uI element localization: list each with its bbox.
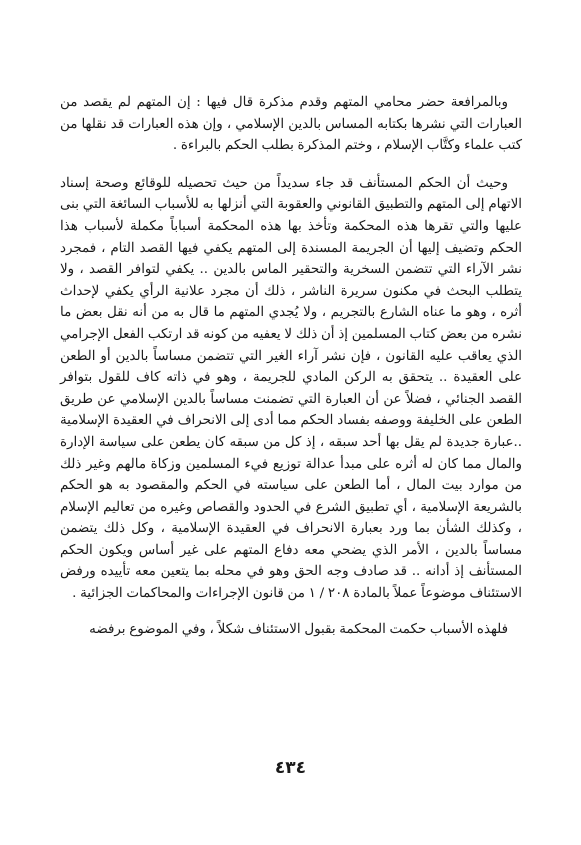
page-number: ٤٣٤	[274, 758, 307, 778]
document-body	[60, 92, 522, 640]
paragraph-defense-memo: وبالمرافعة حضر محامي المتهم وقدم مذكرة قال فيها : إن المتهم لم يقصد من العبارات التي نشرها بكتابه المساس بالدين الإسلامي ، وإن هذه العبارات قد نقلها من كتب علماء وكتَّاب الإسلام ، وختم المذكرة بطلب الحكم بالبراءة .	[60, 95, 522, 154]
paragraph-verdict: فلهذه الأسباب حكمت المحكمة بقبول الاستئناف شكلاً ، وفي الموضوع برفضه	[89, 621, 508, 637]
paragraph-court-reasoning: وحيث أن الحكم المستأنف قد جاء سديداً من حيث تحصيله للوقائع وصحة إسناد الاتهام إلى المتهم والتطبيق القانوني والعقوبة التي أنزلها به للأسباب السائغة التي بنى عليها والتي تقرها هذه المحكمة وتأخذ بها هذه المحكمة أسباباً مكملة لأسباب هذا الحكم وتضيف إليها أن الجريمة المسندة إلى المتهم يكفي فيها القصد التام ، فمجرد نشر الآراء التي تتضمن السخرية والتحقير الماس بالدين .. يكفي لتوافر القصد ، ولا يتطلب البحث في مكنون سريرة الناشر ، ذلك أن مجرد علانية الرأي يكفي لإحداث أثره ، وهو ما عناه الشارع بالتجريم ، ولا يُجدي المتهم ما قال به من أنه نقل بعض ما نشره من بعض كتاب المسلمين إذ أن ذلك لا يعفيه من كونه قد ارتكب الفعل الإجرامي الذي يعاقب عليه القانون ، فإن نشر آراء الغير التي تتضمن مساساً بالدين أو الطعن على العقيدة .. يتحقق به الركن المادي للجريمة ، وهو في ذاته كاف للقول بتوافر القصد الجنائي ، فضلاً عن أن العبارة التي تضمنت مساساً بالدين الإسلامي عن طريق الطعن على الخليفة ووصفه بفساد الحكم مما أدى إلى الانحراف في العقيدة الإسلامية ..عبارة جديدة لم يقل بها أحد سبقه ، إذ كل من سبقه كان يطعن على سياسة الإدارة والمال مما كان له أثره على مبدأ عدالة توزيع فيء المسلمين وزكاة مالهم وغير ذلك من موارد بيت المال ، أما الطعن على سياسته في الحكم والمقصود به هو الحكم بالشريعة الإسلامية ، أي تطبيق الشرع في الحدود والقصاص وغيره من تعاليم الإسلام ، وكذلك الشأن بما ورد بعبارة الانحراف في العقيدة الإسلامية ، وكل ذلك يتضمن مساساً بالدين ، الأمر الذي يضحي معه دفاع المتهم على غير أساس ويكون الحكم المستأنف إذ أدانه .. قد صادف وجه الحق وهو في محله بما يتعين معه تأييده ورفض الاستئناف موضوعاً عملاً بالمادة ٢٠٨ / ١ من قانون الإجراءات والمحاكمات الجزائية .	[60, 175, 522, 602]
